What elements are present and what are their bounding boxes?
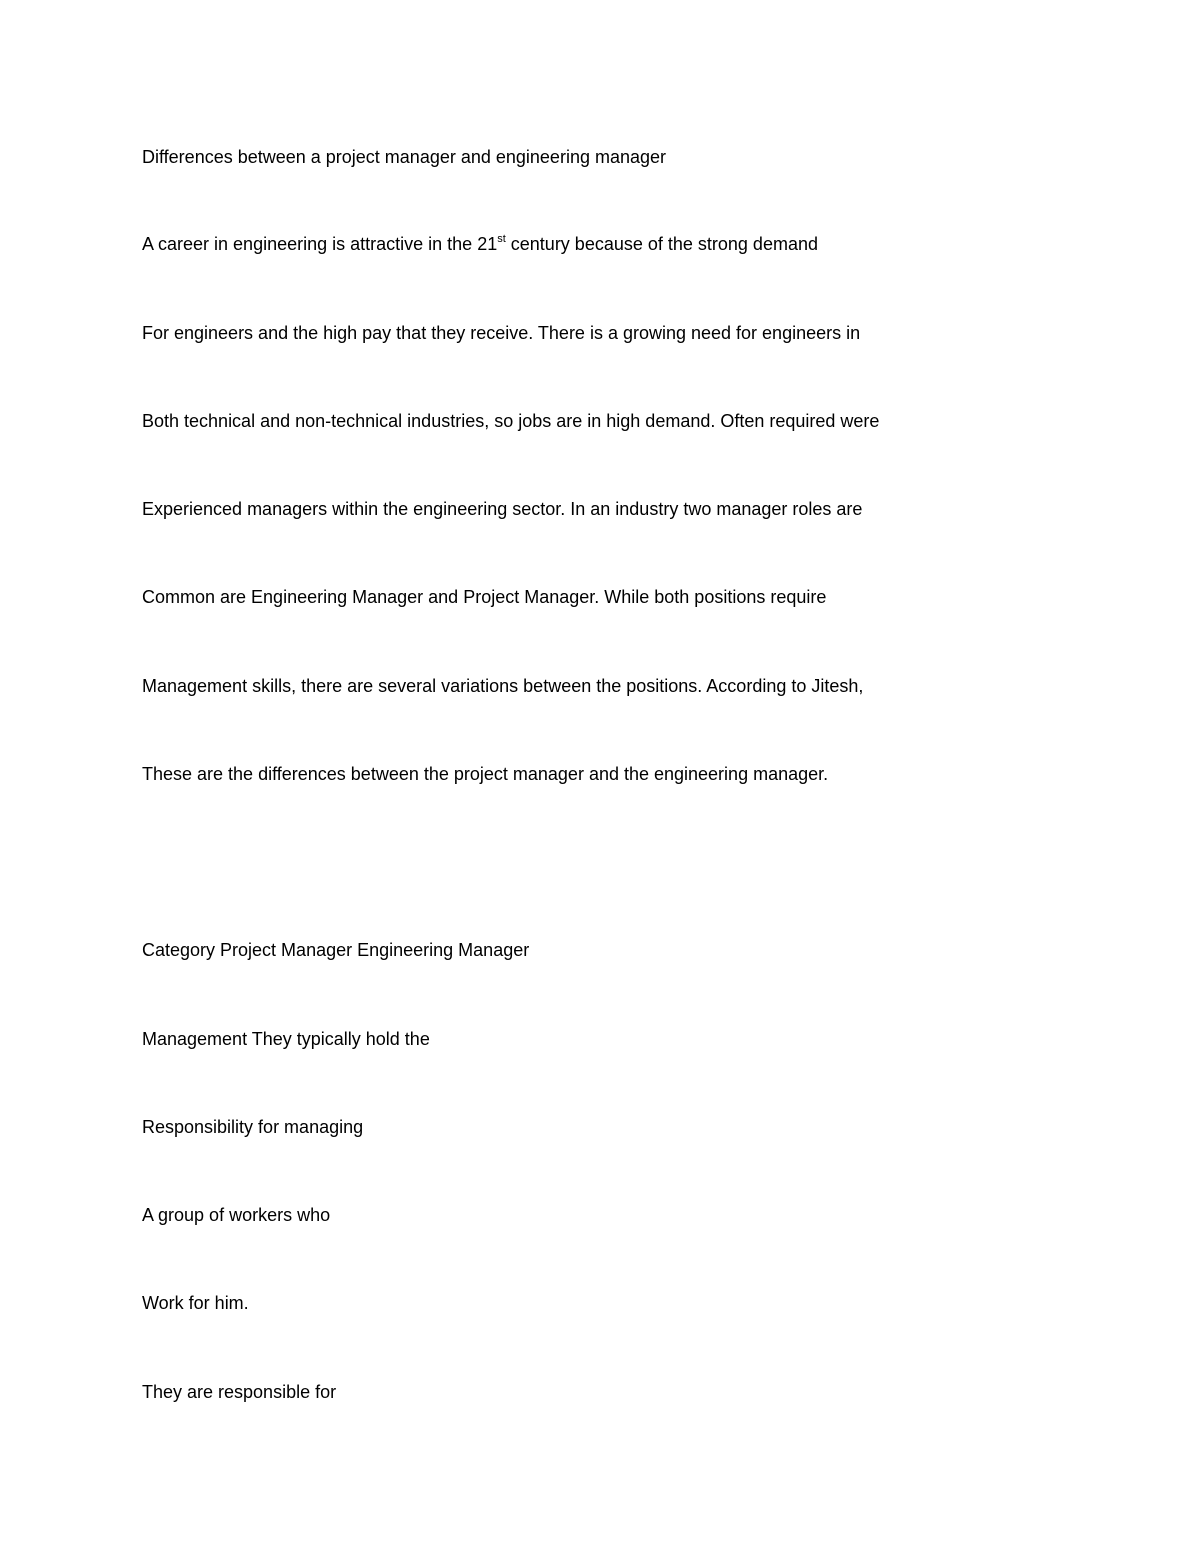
table-text-line: Management They typically hold the <box>142 1029 430 1049</box>
text-run: century because of the strong demand <box>505 234 818 254</box>
paragraph-line: For engineers and the high pay that they receive. There is a growing need for engineers in <box>142 323 861 343</box>
paragraph-line: Experienced managers within the engineering sector. In an industry two manager roles are <box>142 499 863 519</box>
paragraph-line: Both technical and non-technical industries, so jobs are in high demand. Often required were <box>142 411 880 431</box>
document-title: Differences between a project manager and engineering manager <box>142 147 667 167</box>
superscript-text: st <box>497 233 506 245</box>
paragraph-line: These are the differences between the project manager and the engineering manager. <box>142 764 829 784</box>
paragraph-line: Common are Engineering Manager and Project Manager. While both positions require <box>142 587 827 607</box>
table-text-line: Responsibility for managing <box>142 1117 364 1137</box>
table-text-line: They are responsible for <box>142 1382 337 1402</box>
table-header-line: Category Project Manager Engineering Manager <box>142 940 530 960</box>
table-text-line: A group of workers who <box>142 1205 331 1225</box>
text-run: A career in engineering is attractive in the 21 <box>142 234 498 254</box>
paragraph-line <box>142 232 818 256</box>
table-text-line: Work for him. <box>142 1293 249 1313</box>
paragraph-line: Management skills, there are several variations between the positions. According to Jitesh, <box>142 676 864 696</box>
